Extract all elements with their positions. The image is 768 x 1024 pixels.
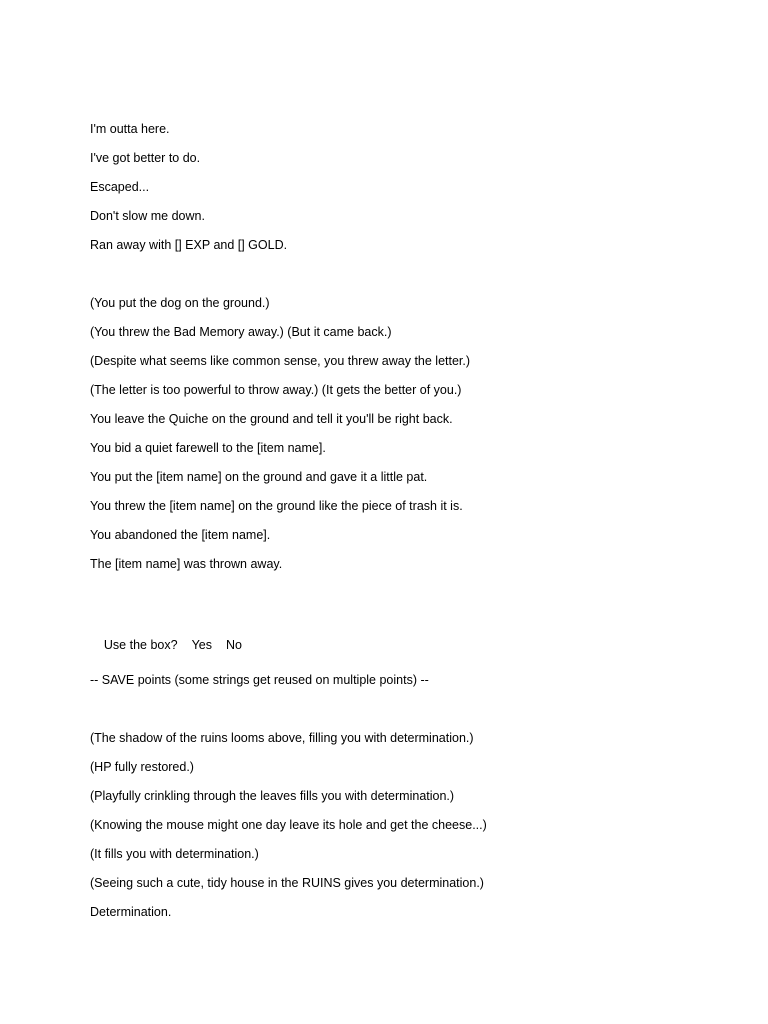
text-line: (The shadow of the ruins looms above, filling you with determination.) — [90, 731, 474, 745]
text-line: (Playfully crinkling through the leaves fills you with determination.) — [90, 789, 455, 803]
text-line: Escaped... — [90, 180, 150, 194]
flee-messages — [90, 118, 730, 263]
blank-line — [90, 698, 730, 727]
box-yes-option: Yes — [191, 638, 212, 652]
drop-item-messages — [90, 292, 730, 582]
box-question: Use the box? — [103, 638, 178, 652]
text-line: You put the [item name] on the ground and gave it a little pat. — [90, 470, 428, 484]
text-line: Ran away with [] EXP and [] GOLD. — [90, 238, 288, 252]
blank-line — [90, 263, 730, 292]
text-line: (The letter is too powerful to throw away.) (It gets the better of you.) — [90, 383, 462, 397]
text-line: You bid a quiet farewell to the [item name]. — [90, 441, 326, 455]
blank-line — [90, 582, 730, 611]
text-line: The [item name] was thrown away. — [90, 557, 283, 571]
text-line: (You put the dog on the ground.) — [90, 296, 270, 310]
text-line: You threw the [item name] on the ground like the piece of trash it is. — [90, 499, 463, 513]
text-line: Determination. — [90, 905, 172, 919]
text-line: I've got better to do. — [90, 151, 201, 165]
text-line: I'm outta here. — [90, 122, 170, 136]
text-line: (Despite what seems like common sense, you threw away the letter.) — [90, 354, 471, 368]
text-line: (You threw the Bad Memory away.) (But it came back.) — [90, 325, 392, 339]
save-points-header: -- SAVE points (some strings get reused on multiple points) -- — [90, 673, 429, 687]
text-line: (HP fully restored.) — [90, 760, 194, 774]
document-page — [90, 118, 730, 930]
text-line: (Seeing such a cute, tidy house in the RUINS gives you determination.) — [90, 876, 484, 890]
box-prompt-line — [90, 611, 730, 652]
text-line: Don't slow me down. — [90, 209, 205, 223]
text-line: (It fills you with determination.) — [90, 847, 259, 861]
text-line: You leave the Quiche on the ground and tell it you'll be right back. — [90, 412, 453, 426]
text-line: (Knowing the mouse might one day leave its hole and get the cheese...) — [90, 818, 487, 832]
box-no-option: No — [225, 638, 242, 652]
text-line: You abandoned the [item name]. — [90, 528, 271, 542]
save-point-messages — [90, 727, 730, 930]
